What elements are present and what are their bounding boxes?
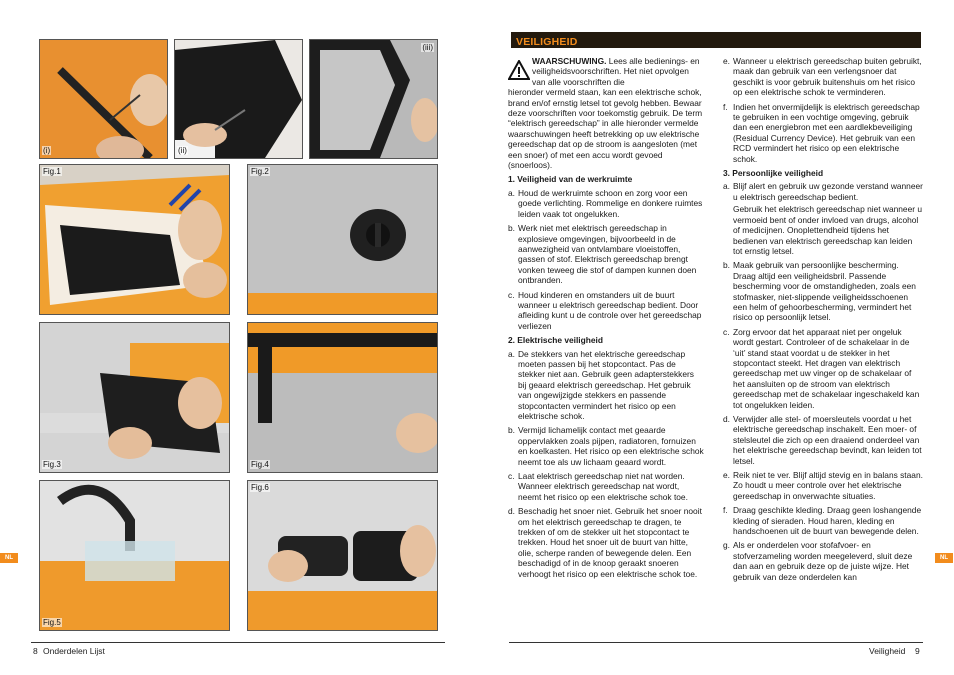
text-column-1 <box>508 56 704 583</box>
list-item <box>723 327 923 410</box>
footer-rule-right <box>509 642 923 643</box>
photo-fig-2-illustration <box>248 165 437 314</box>
footer-rule-left <box>31 642 445 643</box>
item-text: Houd de werkruimte schoon en zorg voor een goede verlichting. Rommelige en donkere ruimtes leiden vaak tot ongelukken. <box>518 187 703 219</box>
photo-label: Fig.6 <box>251 483 269 492</box>
list-item <box>508 425 704 467</box>
photo-fig-2 <box>247 164 438 315</box>
list-item <box>723 181 923 202</box>
photo-step-i <box>39 39 168 159</box>
footer-title-left: Onderdelen Lijst <box>43 646 105 656</box>
photo-fig-1 <box>39 164 230 315</box>
item-text: Draag geschikte kleding. Draag geen loshangende kleding of sieraden. Houd haren, kleding en handschoenen uit de buurt van bewegende delen. <box>733 505 922 537</box>
photo-fig-5 <box>39 480 230 631</box>
photo-fig-4-illustration <box>248 323 437 472</box>
item-key: d. <box>508 506 515 517</box>
warning-triangle-icon <box>508 60 530 80</box>
language-tab-right: NL <box>935 553 953 563</box>
photo-label: (iii) <box>422 43 433 52</box>
item-text: Als er onderdelen voor stofafvoer- en stofverzameling worden meegeleverd, sluit deze dan aan en gebruik deze op de juiste wijze. Het gebruik van deze onderdelen kan <box>733 540 913 582</box>
item-text: Werk niet met elektrisch gereedschap in explosieve omgevingen, bijvoorbeeld in de aanwezigheid van ontvlambare vloeistoffen, gassen of stof. Elektrisch gereedschap brengt vonken teweeg die stof of dampen kunnen doen ontbranden. <box>518 223 697 286</box>
item-key: d. <box>723 414 730 424</box>
item-text: De stekkers van het elektrische gereedschap moeten passen bij het stopcontact. Pas de stekker niet aan. Gebruik geen adapterstekkers bij geaard elektrisch gereedschap. Het gebruik van ongewijzigde stekkers en passende stopcontacten vermindert het risico op een elektrische schok. <box>518 348 694 421</box>
list-item <box>723 260 923 322</box>
photo-label: Fig.1 <box>43 167 61 176</box>
list-item <box>723 102 923 164</box>
footer-title-right: Veiligheid <box>869 646 906 656</box>
item-text: Houd kinderen en omstanders uit de buurt wanneer u elektrisch gereedschap bedient. Door afleiding kunt u de controle over het gereedschap verliezen <box>518 289 702 331</box>
list-item <box>508 223 704 285</box>
heading-work-area-safety: 1. Veiligheid van de werkruimte <box>508 174 633 185</box>
list-item <box>508 290 704 332</box>
photo-fig-5-illustration <box>40 481 229 630</box>
photo-step-iii-illustration <box>310 40 437 158</box>
heading-electrical-safety: 2. Elektrische veiligheid <box>508 335 603 346</box>
item-key: b. <box>508 223 515 234</box>
warning-block <box>508 56 704 170</box>
photo-step-i-illustration <box>40 40 167 158</box>
item-key: g. <box>723 540 730 551</box>
item-text: Blijf alert en gebruik uw gezonde verstand wanneer u elektrisch gereedschap bedient. <box>733 181 923 202</box>
page-number-left: 8 <box>33 646 38 656</box>
heading-personal-safety: 3. Persoonlijke veiligheid <box>723 168 824 179</box>
item-key: c. <box>723 326 730 337</box>
warning-text-rest: hieronder vermeld staan, kan een elektrische schok, brand en/of ernstig letsel tot gevolg hebben. Bewaar deze voorschriften voor toekomstig gebruik. De term “elektrisch gereedschap” in alle hieronder vermelde waarschuwingen heeft betrekking op uw elektrische gereedschap dat op de stroom is aangesloten (met een snoer) of met een accu wordt gevoed (snoerloos). <box>508 87 703 171</box>
photo-label: Fig.2 <box>251 167 269 176</box>
list-item <box>508 471 704 502</box>
item-text: Reik niet te ver. Blijf altijd stevig en in balans staan. Zo houdt u meer controle over het elektrische gereedschap in onverwachte situaties. <box>733 470 923 501</box>
photo-fig-1-illustration <box>40 165 229 314</box>
item-key: b. <box>723 260 730 271</box>
photo-fig-3 <box>39 322 230 473</box>
list-item <box>508 506 704 579</box>
photo-label: Fig.4 <box>251 460 269 469</box>
item-text: Vermijd lichamelijk contact met geaarde oppervlakken zoals pijpen, radiatoren, fornuizen en koelkasten. Het risico op een elektrische schok neemt toe als uw lichaam geaard wordt. <box>518 425 704 467</box>
item-key: c. <box>508 471 515 482</box>
list-item <box>508 349 704 422</box>
list-item <box>723 56 923 98</box>
photo-label: (ii) <box>178 146 187 155</box>
photo-label: Fig.5 <box>43 618 61 627</box>
item-text: Beschadig het snoer niet. Gebruik het snoer nooit om het elektrisch gereedschap te dragen, te trekken of om de stekker uit het stopcontact te trekken. Houd het snoer uit de buurt van hitte, olie, scherpe randen of bewegende delen. Een beschadigd of in de knoop geraakt snoeren verhoogt het risico op een elektrische schok toe. <box>518 506 702 579</box>
photo-step-iii <box>309 39 438 159</box>
text-column-2 <box>723 56 923 586</box>
section-title: VEILIGHEID <box>516 36 578 48</box>
photo-step-ii-illustration <box>175 40 302 158</box>
list-item <box>723 505 923 536</box>
list-item <box>723 470 923 501</box>
list-item <box>508 188 704 219</box>
item-key: f. <box>723 505 728 516</box>
list-item <box>723 540 923 582</box>
language-tab-left: NL <box>0 553 18 563</box>
page-number-right: 9 <box>915 646 920 656</box>
photo-label: Fig.3 <box>43 460 61 469</box>
item-key: e. <box>723 470 730 481</box>
photo-fig-4 <box>247 322 438 473</box>
item-text: Maak gebruik van persoonlijke bescherming. Draag altijd een veiligheidsbril. Passende bescherming voor de omstandigheden, zoals een stofmasker, niet-slippende veiligheidsschoenen een helm of gehoorbescherming, vermindert het risico op persoonlijk letsel. <box>733 260 916 323</box>
item-key: a. <box>508 348 515 359</box>
item-text: Indien het onvermijdelijk is elektrisch gereedschap te gebruiken in een vochtige omgeving, gebruik dan een energiebron met een aardlekbeveiliging (Residual Currency Device). Het gebruik van een RCD vermindert het risico op een elektrische schok. <box>733 101 920 164</box>
photo-step-ii <box>174 39 303 159</box>
item-key: a. <box>508 187 515 198</box>
item-key: a. <box>723 181 730 192</box>
section-header <box>511 32 921 48</box>
warning-intro: Lees alle bedienings- en veiligheidsvoorschriften. Het niet opvolgen van alle voorschriften die <box>532 56 700 87</box>
photo-fig-6-illustration <box>248 481 437 630</box>
list-item <box>723 414 923 466</box>
item-key: b. <box>508 425 515 436</box>
warning-label: WAARSCHUWING. <box>532 56 607 66</box>
item-key: e. <box>723 56 730 66</box>
photo-fig-6 <box>247 480 438 631</box>
item-text: Verwijder alle stel- of moersleutels voordat u het elektrische gereedschap inschakelt. Een moer- of stelsleutel die zich op een draaiend onderdeel van het elektrische gereedschap bevindt, kan leiden tot letsel. <box>733 414 922 466</box>
item-text: Laat elektrisch gereedschap niet nat worden. Wanneer elektrisch gereedschap nat wordt, neemt het risico op een elektrische schok toe. <box>518 471 688 502</box>
item-key: f. <box>723 101 728 112</box>
item-key: c. <box>508 289 515 300</box>
photo-label: (i) <box>43 146 51 155</box>
item-text: Zorg ervoor dat het apparaat niet per ongeluk wordt gestart. Controleer of de schakelaar in de ‘uit’ stand staat voordat u de stekker in het stopcontact steekt. Het dragen van elektrisch gereedschap met uw vinger op de schakelaar of het aansluiten op de stroom van elektrisch gereedschap met de schakelaar ingeschakeld kan tot ongelukken leiden. <box>733 326 920 410</box>
photo-fig-3-illustration <box>40 323 229 472</box>
item-text: Wanneer u elektrisch gereedschap buiten gebruikt, maak dan gebruik van een verlengsnoer dat geschikt is voor gebruik buitenshuis om het risico op een elektrische schok te verminderen. <box>733 56 922 98</box>
list-item-continuation: Gebruik het elektrisch gereedschap niet wanneer u vermoeid bent of onder invloed van drugs, alcohol of medicijnen. Onoplettendheid tijdens het bedienen van elektrisch gereedschap kan leiden tot ernstig letsel. <box>733 204 923 256</box>
warning-text-top <box>508 56 704 87</box>
